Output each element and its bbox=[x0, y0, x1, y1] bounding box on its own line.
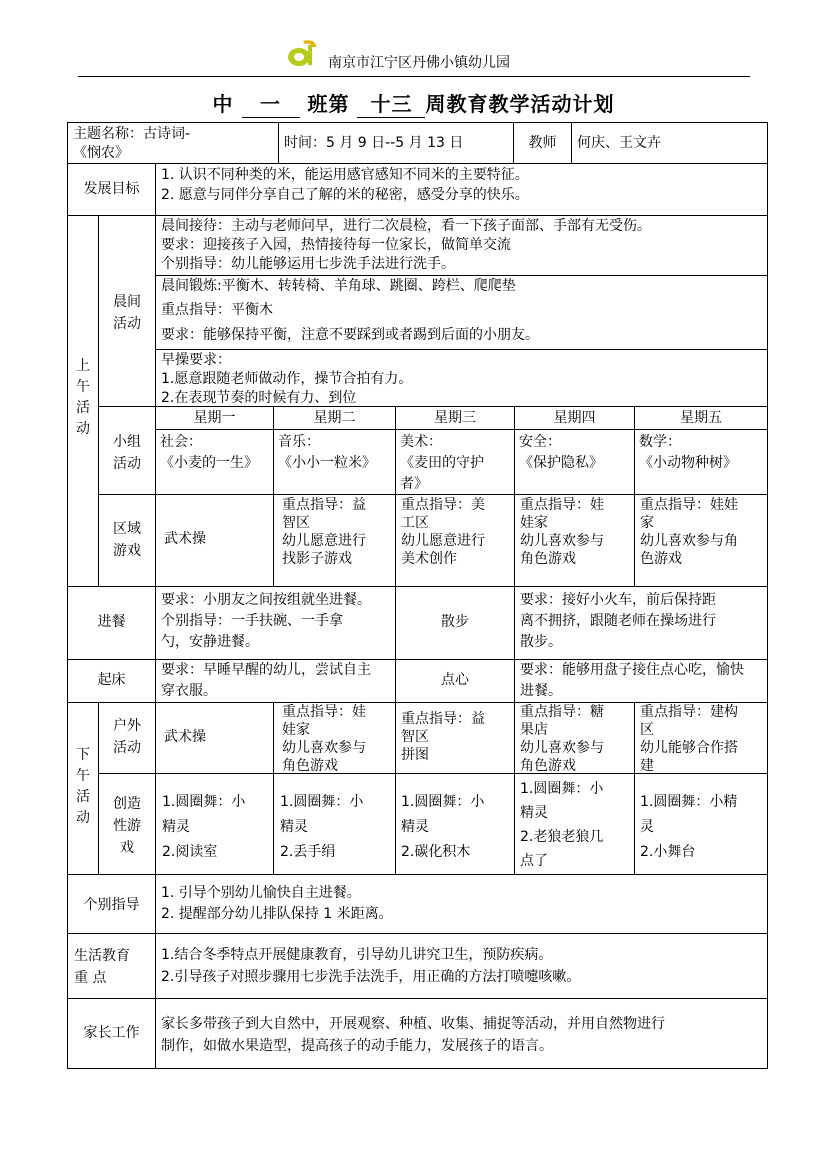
creative-game-label: 创造 性游 戏 bbox=[113, 796, 141, 856]
creative-fri: 1.圆圈舞：小精 灵 2.小舞台 bbox=[640, 794, 738, 860]
page-title: 中 一 班第 十三 周教育教学活动计划 bbox=[0, 88, 827, 118]
weekday-mon: 星期一 bbox=[193, 410, 236, 426]
snack-text: 要求：能够用盘子接住点心吃，愉快 进餐。 bbox=[520, 662, 744, 699]
morning-ex-line-1: 早操要求： bbox=[161, 352, 231, 368]
outdoor-fri: 重点指导：建构 区 幼儿能够合作搭 建 bbox=[640, 704, 738, 774]
parents-text: 家长多带孩子到大自然中，开展观察、种植、收集、捕捉等活动，并用自然物进行 制作，如做水果造型，提高孩子的动手能力，发展孩子的语言。 bbox=[161, 1016, 665, 1054]
reception-line-1: 晨间接待：主动与老师问早，进行二次晨检，看一下孩子面部、手部有无受伤。 bbox=[161, 218, 651, 234]
outdoor-tue: 重点指导：娃 娃家 幼儿喜欢参与 角色游戏 bbox=[282, 704, 366, 774]
life-2: 2.引导孩子对照步骤用七步洗手法洗手，用正确的方法打喷嚏咳嗽。 bbox=[161, 969, 581, 985]
area-wed: 重点指导：美 工区 幼儿愿意进行 美术创作 bbox=[401, 497, 485, 567]
wake-label: 起床 bbox=[97, 672, 126, 688]
wake-text: 要求：早睡早醒的幼儿，尝试自主 穿衣服。 bbox=[161, 662, 371, 699]
teacher-label: 教师 bbox=[528, 135, 557, 151]
meal-label: 进餐 bbox=[97, 614, 126, 630]
morning-ex-line-3: 2.在表现节奏的时候有力、到位 bbox=[161, 390, 357, 406]
school-name: 南京市江宁区丹佛小镇幼儿园 bbox=[328, 55, 510, 71]
goals-label: 发展目标 bbox=[83, 181, 140, 197]
weekday-tue: 星期二 bbox=[313, 410, 356, 426]
outdoor-label: 户外 活动 bbox=[113, 718, 141, 756]
creative-wed: 1.圆圈舞：小 精灵 2.碳化积木 bbox=[401, 794, 485, 860]
header-rule bbox=[78, 76, 750, 77]
group-activity-label: 小组 活动 bbox=[113, 434, 141, 472]
life-1: 1.结合冬季特点开展健康教育，引导幼儿讲究卫生，预防疾病。 bbox=[161, 947, 553, 963]
walk-label: 散步 bbox=[441, 614, 469, 630]
exercise-line-3: 要求：能够保持平衡，注意不要踩到或者踢到后面的小朋友。 bbox=[161, 327, 539, 343]
area-mon: 武术操 bbox=[164, 531, 206, 547]
reception-line-2: 要求：迎接孩子入园，热情接待每一位家长，做简单交流 bbox=[161, 237, 511, 253]
afternoon-section-label: 下 午 活 动 bbox=[76, 747, 90, 826]
snack-label: 点心 bbox=[441, 672, 469, 688]
theme-label: 主题名称：古诗词- bbox=[73, 126, 191, 142]
life-label: 生活教育 重 点 bbox=[74, 948, 130, 986]
time-range: 时间：5 月 9 日--5 月 13 日 bbox=[284, 135, 464, 151]
area-fri: 重点指导：娃娃 家 幼儿喜欢参与角 色游戏 bbox=[640, 497, 738, 567]
area-game-label: 区域 游戏 bbox=[113, 521, 141, 559]
creative-mon: 1.圆圈舞：小 精灵 2.阅读室 bbox=[162, 794, 246, 860]
meal-text: 要求：小朋友之间按组就坐进餐。 个别指导：一手扶碗、一手拿 勺，安静进餐。 bbox=[161, 592, 371, 650]
walk-text: 要求：接好小火车，前后保持距 离不拥挤，跟随老师在操场进行 散步。 bbox=[520, 592, 716, 650]
outdoor-thu: 重点指导：糖 果店 幼儿喜欢参与 角色游戏 bbox=[520, 704, 604, 774]
group-thu: 安全： 《保护隐私》 bbox=[519, 434, 603, 471]
weekday-wed: 星期三 bbox=[434, 410, 476, 426]
area-thu: 重点指导：娃 娃家 幼儿喜欢参与 角色游戏 bbox=[520, 497, 604, 567]
morning-activity-label: 晨间 活动 bbox=[113, 294, 141, 332]
area-tue: 重点指导：益 智区 幼儿愿意进行 找影子游戏 bbox=[282, 497, 366, 567]
morning-section-label: 上 午 活 动 bbox=[76, 358, 90, 437]
exercise-line-1: 晨间锻炼:平衡木、转转椅、羊角球、跳圈、跨栏、爬爬垫 bbox=[161, 278, 516, 294]
individual-label: 个别指导 bbox=[83, 897, 140, 913]
group-fri: 数学： 《小动物种树》 bbox=[639, 434, 737, 471]
morning-ex-line-2: 1.愿意跟随老师做动作，操节合拍有力。 bbox=[161, 371, 413, 387]
individual-1: 1. 引导个别幼儿愉快自主进餐。 bbox=[161, 885, 361, 901]
teacher-names: 何庆、王文卉 bbox=[577, 135, 661, 151]
group-mon: 社会： 《小麦的一生》 bbox=[160, 434, 258, 471]
creative-thu: 1.圆圈舞：小 精灵 2.老狼老狼几 点了 bbox=[520, 781, 604, 869]
outdoor-mon: 武术操 bbox=[164, 729, 206, 745]
individual-2: 2. 提醒部分幼儿排队保持 1 米距离。 bbox=[161, 906, 393, 922]
reception-line-3: 个别指导：幼儿能够运用七步洗手法进行洗手。 bbox=[161, 256, 455, 272]
exercise-line-2: 重点指导：平衡木 bbox=[161, 302, 273, 318]
weekday-thu: 星期四 bbox=[553, 410, 596, 426]
group-tue: 音乐： 《小小一粒米》 bbox=[278, 434, 376, 471]
group-wed: 美术： 《麦田的守护 者》 bbox=[400, 434, 484, 492]
goal-1: 1. 认识不同种类的米，能运用感官感知不同米的主要特征。 bbox=[161, 167, 529, 183]
parents-label: 家长工作 bbox=[83, 1025, 140, 1041]
goal-2: 2. 愿意与同伴分享自己了解的米的秘密，感受分享的快乐。 bbox=[161, 187, 529, 203]
theme-value: 《悯农》 bbox=[73, 145, 129, 161]
school-logo bbox=[286, 37, 322, 69]
creative-tue: 1.圆圈舞：小 精灵 2.丢手绢 bbox=[280, 794, 364, 860]
weekday-fri: 星期五 bbox=[680, 410, 722, 426]
outdoor-wed: 重点指导：益 智区 拼图 bbox=[401, 711, 485, 763]
